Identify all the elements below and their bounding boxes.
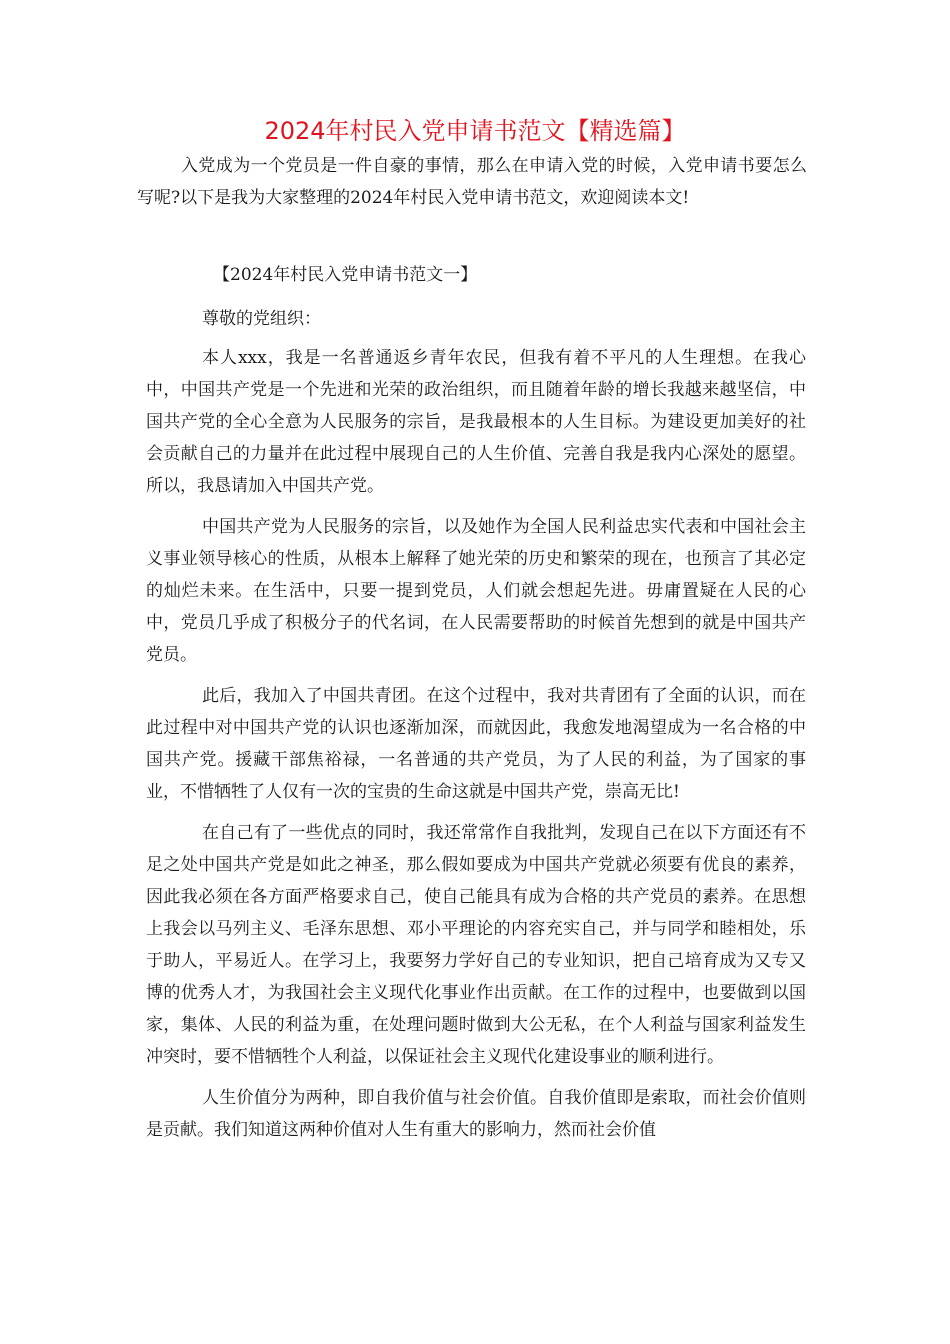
document-title: 2024年村民入党申请书范文【精选篇】 [264,117,686,145]
body-paragraph: 本人xxx，我是一名普通返乡青年农民，但我有着不平凡的人生理想。在我心中，中国共产党是一个先进和光荣的政治组织，而且随着年龄的增长我越来越坚信，中国共产党的全心全意为人民服务的宗旨，是我最根本的人生目标。为建设更加美好的社会贡献自己的力量并在此过程中展现自己的人生价值、完善自我是我内心深处的愿望。所以，我恳请加入中国共产党。 [146,348,806,496]
body-paragraphs [146,342,806,1155]
salutation: 尊敬的党组织： [202,309,321,329]
intro-paragraph: 入党成为一个党员是一件自豪的事情，那么在申请入党的时候，入党申请书要怎么写呢?以下是我为大家整理的2024年村民入党申请书范文，欢迎阅读本文! [137,156,807,208]
body-paragraph: 此后，我加入了中国共青团。在这个过程中，我对共青团有了全面的认识，而在此过程中对中国共产党的认识也逐渐加深，而就因此，我愈发地渴望成为一名合格的中国共产党。援藏干部焦裕禄，一名普通的共产党员，为了人民的利益，为了国家的事业，不惜牺牲了人仅有一次的宝贵的生命这就是中国共产党，崇高无比! [146,686,806,802]
body-paragraph: 人生价值分为两种，即自我价值与社会价值。自我价值即是索取，而社会价值则是贡献。我们知道这两种价值对人生有重大的影响力，然而社会价值 [146,1088,806,1140]
body-paragraph: 中国共产党为人民服务的宗旨，以及她作为全国人民利益忠实代表和中国社会主义事业领导核心的性质，从根本上解释了她光荣的历史和繁荣的现在，也预言了其必定的灿烂未来。在生活中，只要一提到党员，人们就会想起先进。毋庸置疑在人民的心中，党员几乎成了积极分子的代名词，在人民需要帮助的时候首先想到的就是中国共产党员。 [146,517,806,665]
body-paragraph: 在自己有了一些优点的同时，我还常常作自我批判，发现自己在以下方面还有不足之处中国共产党是如此之神圣，那么假如要成为中国共产党就必须要有优良的素养，因此我必须在各方面严格要求自己，使自己能具有成为合格的共产党员的素养。在思想上我会以马列主义、毛泽东思想、邓小平理论的内容充实自己，并与同学和睦相处，乐于助人，平易近人。在学习上，我要努力学好自己的专业知识，把自己培育成为又专又博的优秀人才，为我国社会主义现代化事业作出贡献。在工作的过程中，也要做到以国家，集体、人民的利益为重，在处理问题时做到大公无私，在个人利益与国家利益发生冲突时，要不惜牺牲个人利益，以保证社会主义现代化建设事业的顺利进行。 [146,823,806,1067]
section-heading: 【2024年村民入党申请书范文一】 [213,265,478,285]
